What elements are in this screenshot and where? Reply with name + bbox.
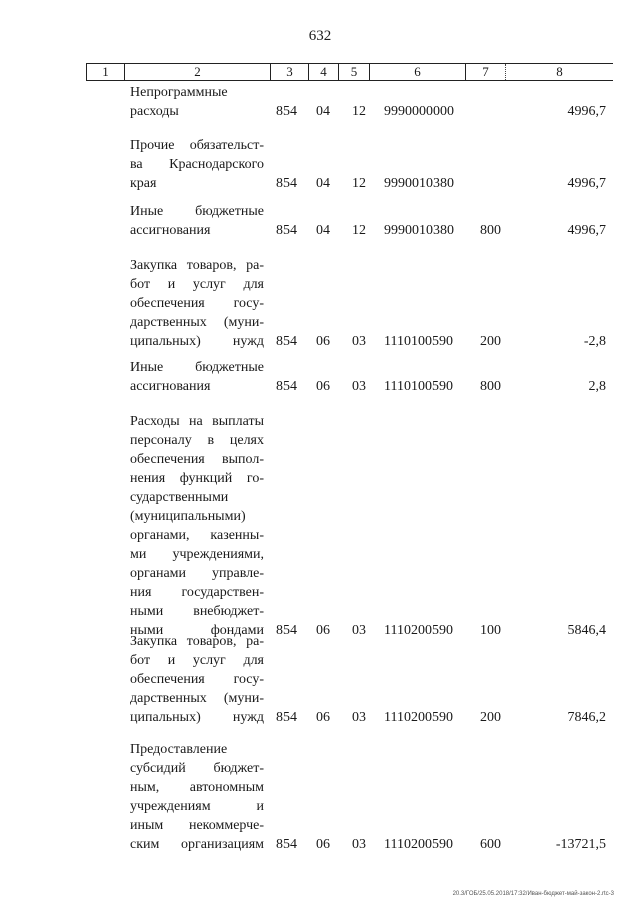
row-name [130, 632, 264, 727]
row-sum: 4996,7 [567, 223, 606, 238]
row-name-line: обеспечения выпол- [130, 452, 264, 467]
row-rz: 04 [316, 176, 330, 191]
row-name-line: ассигнования [130, 223, 211, 238]
row-csr: 1110100590 [384, 379, 453, 394]
row-vr: 800 [480, 379, 501, 394]
row-csr: 9990010380 [384, 223, 454, 238]
row-rz: 04 [316, 104, 330, 119]
row-pr: 12 [352, 223, 366, 238]
row-name-line: Непрограммные [130, 85, 228, 100]
row-csr: 9990000000 [384, 104, 454, 119]
row-name-line: ным, автономным [130, 780, 264, 795]
row-name-line: ва Краснодарского [130, 157, 264, 172]
header-col-3: 3 [271, 64, 309, 80]
row-name-line: Предоставление [130, 742, 228, 757]
row-rz: 06 [316, 710, 330, 725]
row-name [130, 412, 264, 640]
header-col-2: 2 [125, 64, 271, 80]
row-csr: 9990010380 [384, 176, 454, 191]
row-rz: 06 [316, 334, 330, 349]
row-rz: 06 [316, 623, 330, 638]
row-name-line: субсидий бюджет- [130, 761, 264, 776]
row-name-line: органами управле- [130, 566, 264, 581]
row-name-line: ными фондами [130, 623, 264, 638]
header-col-5: 5 [339, 64, 370, 80]
row-csr: 1110100590 [384, 334, 453, 349]
row-name-line: Расходы на выплаты [130, 414, 264, 429]
row-name-line: бот и услуг для [130, 277, 264, 292]
row-name-line: дарственных (муни- [130, 691, 264, 706]
row-rz: 06 [316, 379, 330, 394]
row-name-line: учреждениям и [130, 799, 264, 814]
row-csr: 1110200590 [384, 623, 453, 638]
row-name-line: ными внебюджет- [130, 604, 264, 619]
row-name-line: расходы [130, 104, 179, 119]
row-name-line: (муниципальными) [130, 509, 246, 524]
row-name-line: персоналу в целях [130, 433, 264, 448]
row-name-line: ципальных) нужд [130, 710, 264, 725]
row-name-line: сударственными [130, 490, 229, 505]
row-rz: 06 [316, 837, 330, 852]
row-sum: 4996,7 [567, 176, 606, 191]
row-ved: 854 [276, 104, 297, 119]
row-csr: 1110200590 [384, 837, 453, 852]
row-name-line: бот и услуг для [130, 653, 264, 668]
row-vr: 600 [480, 837, 501, 852]
row-name-line: ским организациям [130, 837, 264, 852]
footer-text: 20.3/ГОБ/25.05.2018/17:32/Иван-бюджет-май-закон-2.rtc-3 [452, 891, 614, 897]
row-name-line: дарственных (муни- [130, 315, 264, 330]
row-pr: 03 [352, 623, 366, 638]
row-sum: 5846,4 [567, 623, 606, 638]
row-sum: 4996,7 [567, 104, 606, 119]
row-ved: 854 [276, 334, 297, 349]
row-pr: 03 [352, 710, 366, 725]
row-pr: 03 [352, 379, 366, 394]
row-name-line: Иные бюджетные [130, 204, 264, 219]
row-vr: 100 [480, 623, 501, 638]
row-name-line: обеспечения госу- [130, 672, 264, 687]
row-name [130, 202, 264, 240]
row-rz: 04 [316, 223, 330, 238]
row-ved: 854 [276, 379, 297, 394]
row-name-line: ассигнования [130, 379, 211, 394]
header-col-4: 4 [309, 64, 339, 80]
row-name-line: нения функций го- [130, 471, 264, 486]
header-col-8: 8 [556, 64, 563, 79]
row-sum: -2,8 [583, 334, 606, 349]
row-vr: 200 [480, 334, 501, 349]
row-ved: 854 [276, 710, 297, 725]
row-name [130, 83, 264, 121]
row-sum: 7846,2 [567, 710, 606, 725]
header-col-1: 1 [87, 64, 125, 80]
row-ved: 854 [276, 176, 297, 191]
row-name [130, 740, 264, 854]
row-sum: 2,8 [588, 379, 606, 394]
header-col-7: 7 [466, 64, 506, 80]
row-name [130, 256, 264, 351]
row-name-line: ми учреждениями, [130, 547, 264, 562]
row-name-line: Закупка товаров, ра- [130, 634, 264, 649]
row-ved: 854 [276, 223, 297, 238]
row-name-line: иным некоммерче- [130, 818, 264, 833]
row-name-line: Закупка товаров, ра- [130, 258, 264, 273]
row-sum: -13721,5 [555, 837, 606, 852]
row-name-line: обеспечения госу- [130, 296, 264, 311]
row-name [130, 136, 264, 193]
page-number: 632 [308, 28, 332, 44]
row-csr: 1110200590 [384, 710, 453, 725]
row-vr: 200 [480, 710, 501, 725]
row-ved: 854 [276, 837, 297, 852]
header-col-6: 6 [370, 64, 466, 80]
row-vr: 800 [480, 223, 501, 238]
row-pr: 12 [352, 104, 366, 119]
row-pr: 03 [352, 334, 366, 349]
row-name-line: Прочие обязательст- [130, 138, 264, 153]
row-ved: 854 [276, 623, 297, 638]
row-name-line: ципальных) нужд [130, 334, 264, 349]
row-name-line: ния государствен- [130, 585, 264, 600]
row-name-line: органами, казенны- [130, 528, 264, 543]
row-pr: 03 [352, 837, 366, 852]
row-name [130, 358, 264, 396]
row-name-line: края [130, 176, 157, 191]
row-pr: 12 [352, 176, 366, 191]
row-name-line: Иные бюджетные [130, 360, 264, 375]
